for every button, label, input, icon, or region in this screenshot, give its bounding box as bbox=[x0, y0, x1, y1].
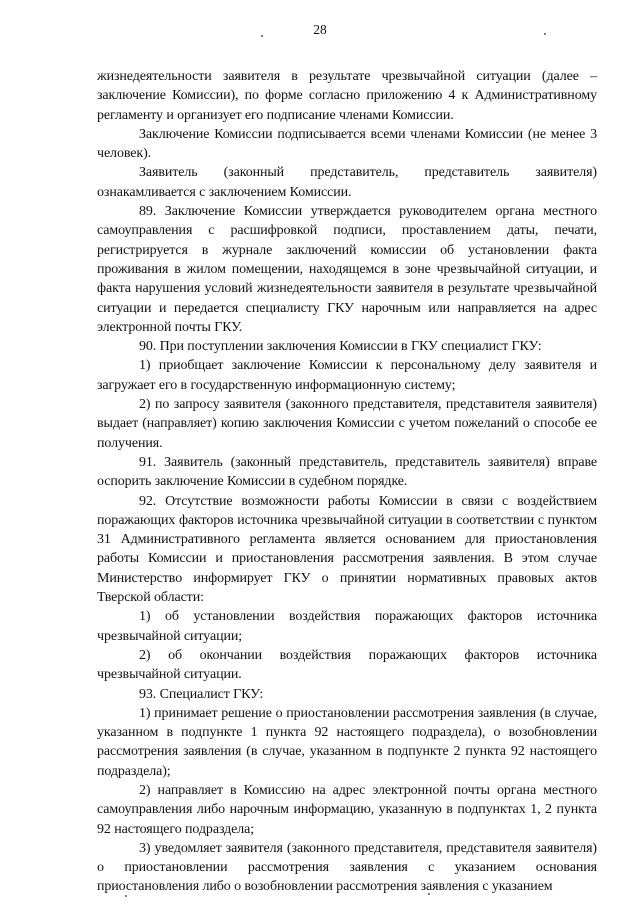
paragraph: Заявитель (законный представитель, представитель заявителя) ознакамливается с заключением Комиссии. bbox=[97, 165, 597, 200]
document-body bbox=[97, 67, 597, 897]
page-number: 28 bbox=[313, 22, 327, 37]
scan-speck bbox=[261, 35, 263, 37]
paragraph: 90. При поступлении заключения Комиссии в ГКУ специалист ГКУ: bbox=[139, 339, 542, 355]
paragraph: 89. Заключение Комиссии утверждается руководителем органа местного самоуправления с расшифровкой подписи, проставлением даты, печати, регистрируется в журнале заключений комиссии об установлении факта проживания в жилом помещении, находящемся в зоне чрезвычайной ситуации, и факта нарушения условий жизнедеятельности заявителя в результате чрезвычайной ситуации и передается специалисту ГКУ нарочным или направляется на адрес электронной почты ГКУ. bbox=[97, 204, 597, 335]
paragraph: 2) по запросу заявителя (законного представителя, представителя заявителя) выдает (направляет) копию заключения Комиссии с учетом пожеланий о способе ее получения. bbox=[97, 397, 597, 451]
scan-speck bbox=[544, 33, 546, 35]
paragraph: 1) принимает решение о приостановлении рассмотрения заявления (в случае, указанном в подпункте 1 пункта 92 настоящего подраздела), о возобновлении рассмотрения заявления (в случае, указанном в подпункте 2 пункта 92 настоящего подраздела); bbox=[97, 705, 597, 779]
paragraph: 1) приобщает заключение Комиссии к персональному делу заявителя и загружает его в государственную информационную систему; bbox=[97, 358, 597, 393]
paragraph: 92. Отсутствие возможности работы Комиссии в связи с воздействием поражающих факторов источника чрезвычайной ситуации в соответствии с пунктом 31 Административного регламента является основанием для приостановления работы Комиссии и приостановления рассмотрения заявления. В этом случае Министерство информирует ГКУ о принятии нормативных правовых актов Тверской области: bbox=[97, 493, 597, 606]
paragraph: 2) об окончании воздействия поражающих факторов источника чрезвычайной ситуации. bbox=[97, 647, 597, 683]
paragraph: Заключение Комиссии подписывается всеми членами Комиссии (не менее 3 человек). bbox=[97, 126, 597, 162]
paragraph: 2) направляет в Комиссию на адрес электронной почты органа местного самоуправления либо нарочным информацию, указанную в подпунктах 1, 2 пункта 92 настоящего подраздела; bbox=[97, 782, 597, 837]
paragraph: 1) об установлении воздействия поражающих факторов источника чрезвычайной ситуации; bbox=[97, 609, 597, 644]
paragraph: жизнедеятельности заявителя в результате чрезвычайной ситуации (далее – заключение Комиссии), по форме согласно приложению 4 к Административному регламенту и организует его подписание членами Комиссии. bbox=[97, 69, 597, 123]
paragraph: 93. Специалист ГКУ: bbox=[139, 686, 264, 702]
paragraph: 3) уведомляет заявителя (законного представителя, представителя заявителя) о приостановлении рассмотрения заявления с указанием основания приостановления либо о возобновлении рассмотрения заявления с указанием bbox=[97, 840, 597, 895]
paragraph: 91. Заявитель (законный представитель, представитель заявителя) вправе оспорить заключение Комиссии в судебном порядке. bbox=[97, 454, 597, 490]
